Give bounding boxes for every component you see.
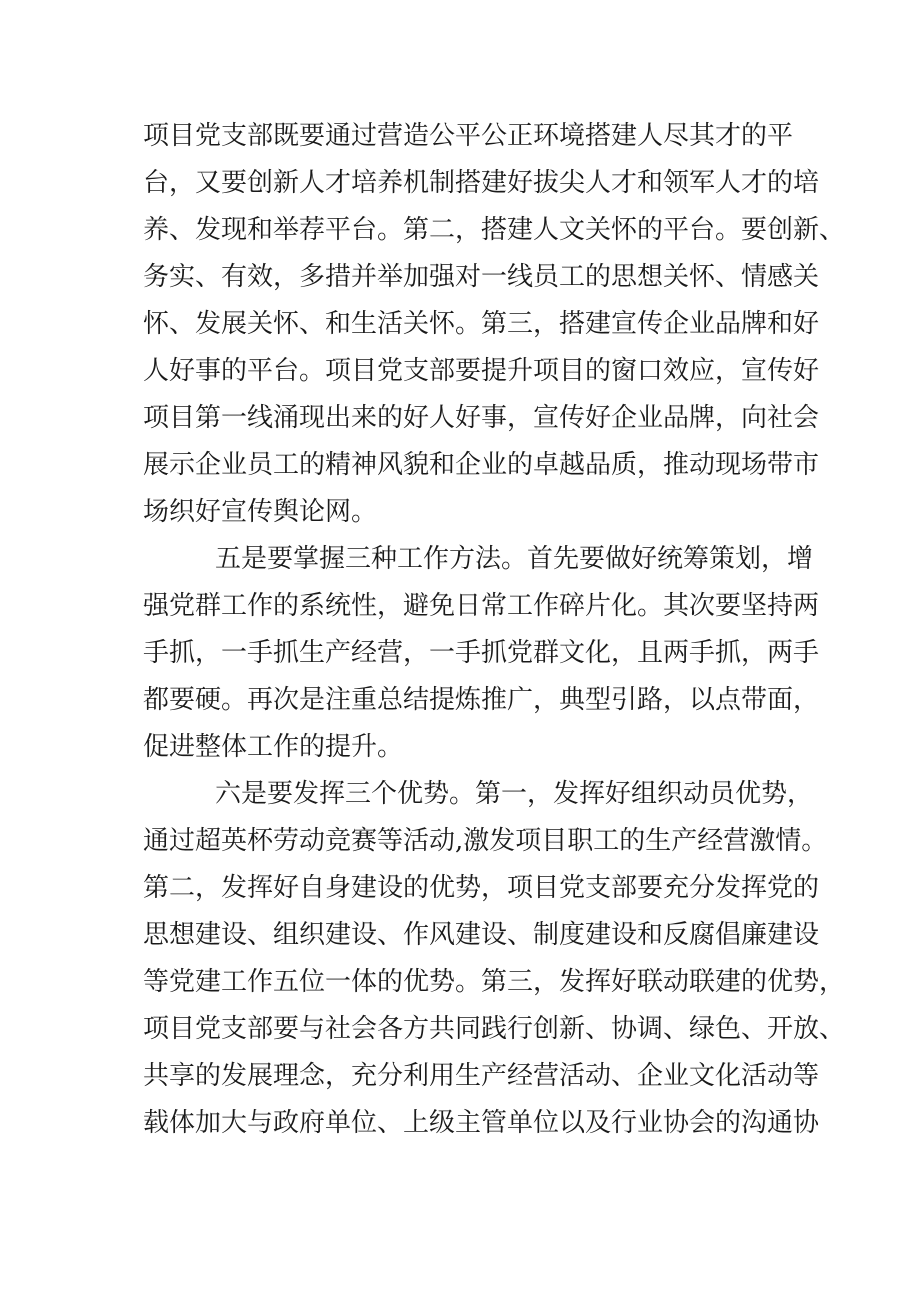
paragraph-line: 养、发现和举荐平台。第二，搭建人文关怀的平台。要创新、 <box>143 215 846 245</box>
paragraph-line: 怀、发展关怀、和生活关怀。第三，搭建宣传企业品牌和好 <box>143 309 820 339</box>
paragraph-line: 项目党支部要与社会各方共同践行创新、协调、绿色、开放、 <box>143 1014 846 1044</box>
paragraph-line: 都要硬。再次是注重总结提炼推广，典型引路，以点带面， <box>143 685 820 715</box>
paragraph-line: 共享的发展理念，充分利用生产经营活动、企业文化活动等 <box>143 1061 820 1091</box>
paragraph-line: 项目党支部既要通过营造公平公正环境搭建人尽其才的平 <box>143 121 794 151</box>
paragraph-line: 第二，发挥好自身建设的优势，项目党支部要充分发挥党的 <box>143 873 820 903</box>
paragraph-line: 六是要发挥三个优势。第一，发挥好组织动员优势， <box>215 779 814 809</box>
document-body <box>143 113 846 1147</box>
paragraph-line: 强党群工作的系统性，避免日常工作碎片化。其次要坚持两 <box>143 591 820 621</box>
paragraph-line: 通过超英杯劳动竞赛等活动,激发项目职工的生产经营激情。 <box>143 826 828 856</box>
paragraph-line: 思想建设、组织建设、作风建设、制度建设和反腐倡廉建设 <box>143 920 820 950</box>
paragraph-line: 台，又要创新人才培养机制搭建好拔尖人才和领军人才的培 <box>143 168 820 198</box>
paragraph-line: 场织好宣传舆论网。 <box>143 497 378 527</box>
paragraph-line: 人好事的平台。项目党支部要提升项目的窗口效应，宣传好 <box>143 356 820 386</box>
paragraph-line: 务实、有效，多措并举加强对一线员工的思想关怀、情感关 <box>143 262 820 292</box>
paragraph-line: 等党建工作五位一体的优势。第三，发挥好联动联建的优势， <box>143 967 846 997</box>
paragraph-line: 手抓，一手抓生产经营，一手抓党群文化，且两手抓，两手 <box>143 638 820 668</box>
paragraph-2 <box>143 536 820 771</box>
paragraph-line: 五是要掌握三种工作方法。首先要做好统筹策划，增 <box>215 544 814 574</box>
paragraph-line: 项目第一线涌现出来的好人好事，宣传好企业品牌，向社会 <box>143 403 820 433</box>
paragraph-line: 展示企业员工的精神风貌和企业的卓越品质，推动现场带市 <box>143 450 820 480</box>
paragraph-line: 载体加大与政府单位、上级主管单位以及行业协会的沟通协 <box>143 1108 820 1138</box>
paragraph-line: 促进整体工作的提升。 <box>143 732 404 762</box>
paragraph-1 <box>143 113 846 536</box>
paragraph-3 <box>143 771 846 1147</box>
